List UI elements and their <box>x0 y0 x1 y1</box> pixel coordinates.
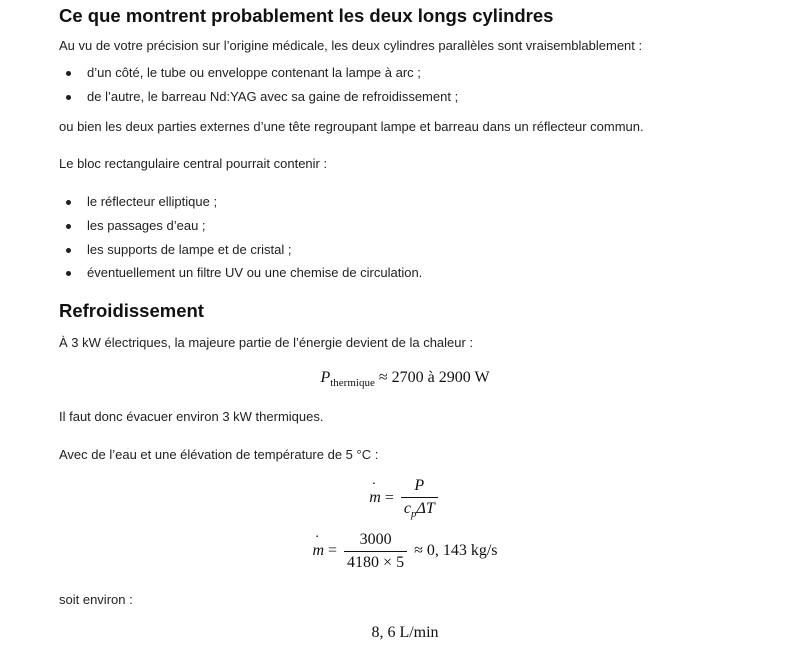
fraction: $\frac{P}{c_p\Delta T}$ <box>401 477 438 520</box>
paragraph-evacuate: Il faut donc évacuer environ 3 kW thermiques. <box>59 409 324 424</box>
document: Ce que montrent probablement les deux longs cylindres Au vu de votre précision sur l’origine médicale, les deux cylindres parallèles sont vraisemblablement : d’un côté, le tube ou enveloppe contenant la lampe à arc ; de l’autre, le barreau Nd:YAG avec sa gaine de refroidissement ; ou bien les deux parties externes d’une tête regroupant lampe et barreau dans un réflecteur commun. Le bloc rectangulaire central pourrait contenir : le réflecteur elliptique ; les passages d’eau ; les supports de lampe et de cristal ; éventuellement un filtre UV ou une chemise de circulation. Refroidissement À 3 kW électriques, la majeure partie de l’énergie devient de la chaleur : $P_{thermique} \approx 2700$ à 2900 W Il faut donc évacuer environ 3 kW thermiques. Avec de l’eau et une élévation de température de 5 °C : ˙ m = $\frac{P}{c_p\Delta T}$ ˙ m = $\frac{3000}{4180 \times 5}$ ≈ 0, 143 kg/s soit environ : 8, 6 L/min <box>0 0 810 658</box>
bullet <box>66 224 71 229</box>
paragraph-approx: soit environ : <box>59 592 133 607</box>
equation-thermal-power: $P_{thermique} \approx 2700$ à 2900 W <box>320 369 490 390</box>
bullet <box>66 200 71 205</box>
bullet <box>66 248 71 253</box>
equation-mass-flow-value: ˙ m = $\frac{3000}{4180 \times 5}$ ≈ 0, 143 kg/s <box>0 531 810 572</box>
bullet <box>66 271 71 276</box>
heading-cylinders: Ce que montrent probablement les deux longs cylindres <box>59 5 554 26</box>
equation-flow-rate: 8, 6 L/min <box>371 624 439 641</box>
heading-cooling: Refroidissement <box>59 300 204 321</box>
fraction: $\frac{3000}{4180 \times 5}$ <box>344 531 407 572</box>
paragraph-alternative: ou bien les deux parties externes d’une tête regroupant lampe et barreau dans un réflecteur commun. <box>59 119 644 134</box>
bullet <box>66 71 71 76</box>
equation-mass-flow-formula: ˙ m = $\frac{P}{c_p\Delta T}$ <box>0 477 810 520</box>
bullet <box>66 95 71 100</box>
paragraph-intro: Au vu de votre précision sur l’origine médicale, les deux cylindres parallèles sont vraisemblablement : <box>59 38 643 53</box>
paragraph-heat: À 3 kW électriques, la majeure partie de l’énergie devient de la chaleur : <box>59 335 474 350</box>
paragraph-water: Avec de l’eau et une élévation de température de 5 °C : <box>59 447 379 462</box>
paragraph-central-block: Le bloc rectangulaire central pourrait contenir : <box>59 156 328 171</box>
